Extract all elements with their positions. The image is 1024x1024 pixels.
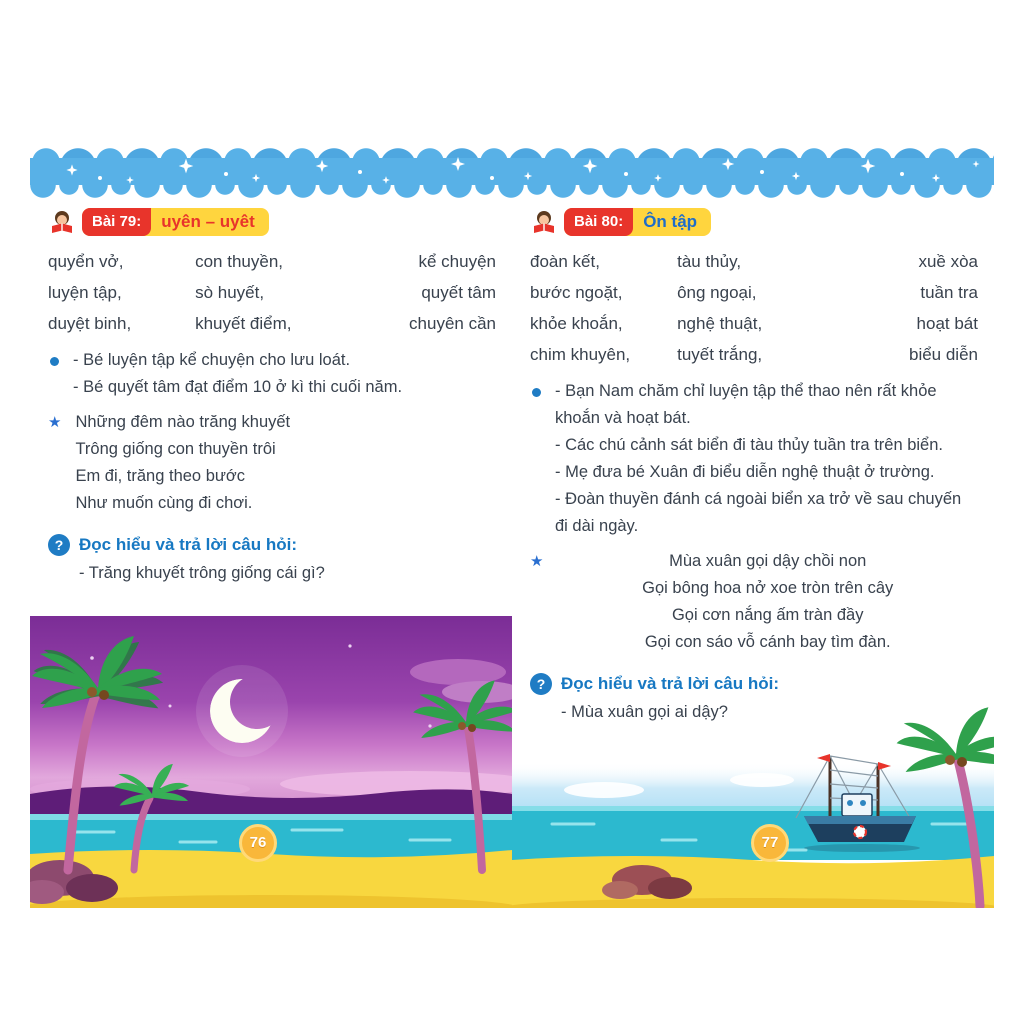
night-beach-illustration xyxy=(30,616,512,908)
word: tuần tra xyxy=(920,283,978,302)
lesson-title: uyên – uyêt xyxy=(161,212,255,231)
poem-line: Gọi bông hoa nở xoe tròn trên cây xyxy=(642,579,894,597)
day-beach-illustration xyxy=(512,698,994,908)
poem-line: Gọi cơn nắng ấm tràn đầy xyxy=(671,606,864,624)
lesson-banner xyxy=(564,208,711,236)
page-number-badge: 77 xyxy=(751,824,789,862)
sentence: - Bé luyện tập kể chuyện cho lưu loát. xyxy=(73,351,351,369)
question-heading: Đọc hiểu và trả lời câu hỏi: xyxy=(561,674,780,693)
word: đoàn kết, xyxy=(530,252,600,271)
word: bước ngoặt, xyxy=(530,283,623,302)
sentence: - Bé quyết tâm đạt điểm 10 ở kì thi cuối năm. xyxy=(73,378,403,396)
word-list xyxy=(48,246,496,339)
word: tàu thủy, xyxy=(677,252,742,271)
star-icon: ★ xyxy=(48,414,62,431)
reading-kid-icon xyxy=(530,208,558,236)
word: kể chuyện xyxy=(418,252,496,271)
word: quyết tâm xyxy=(421,283,496,302)
word: chuyên cần xyxy=(409,314,496,333)
page-number-badge: 76 xyxy=(239,824,277,862)
question-icon: ? xyxy=(530,673,552,695)
word: duyệt binh, xyxy=(48,314,132,333)
word: khỏe khoắn, xyxy=(530,314,623,333)
reading-kid-icon xyxy=(48,208,76,236)
star-icon: ★ xyxy=(530,553,544,570)
lesson-title: Ôn tập xyxy=(643,212,698,231)
lesson-header xyxy=(48,206,496,238)
question-text: - Mùa xuân gọi ai dậy? xyxy=(561,703,728,721)
word: ông ngoại, xyxy=(677,283,757,302)
sentence-section xyxy=(530,378,978,540)
bullet-dot-icon xyxy=(50,357,59,366)
lesson-banner xyxy=(82,208,269,236)
lesson-number-badge: Bài 79: xyxy=(82,208,151,236)
poem-line: Gọi con sáo vỗ cánh bay tìm đàn. xyxy=(644,633,891,651)
poem-line: Em đi, trăng theo bước xyxy=(75,467,245,485)
word: khuyết điểm, xyxy=(195,314,292,333)
sentence: - Đoàn thuyền đánh cá ngoài biển xa trở về sau chuyến đi dài ngày. xyxy=(555,490,962,535)
poem-section xyxy=(530,548,978,656)
sentence-section xyxy=(48,347,496,401)
sentence: - Các chú cảnh sát biển đi tàu thủy tuần tra trên biển. xyxy=(555,436,943,454)
question-text: - Trăng khuyết trông giống cái gì? xyxy=(79,564,325,582)
page-right-content xyxy=(512,198,994,726)
poem-section xyxy=(48,409,496,517)
question-section xyxy=(530,670,978,726)
stars-decoration xyxy=(30,148,994,198)
cloud-border xyxy=(30,148,994,198)
question-icon: ? xyxy=(48,534,70,556)
word: sò huyết, xyxy=(195,283,265,302)
page-right xyxy=(512,198,994,908)
sentence: - Mẹ đưa bé Xuân đi biểu diễn nghệ thuật ở trường. xyxy=(555,463,935,481)
word: quyển vở, xyxy=(48,252,124,271)
word: biểu diễn xyxy=(908,345,978,364)
poem-line: Những đêm nào trăng khuyết xyxy=(75,413,291,431)
question-section xyxy=(48,531,496,587)
word-list xyxy=(530,246,978,370)
two-page-spread xyxy=(30,148,994,908)
poem-line: Như muốn cùng đi chơi. xyxy=(75,494,253,512)
word: tuyết trắng, xyxy=(677,345,763,364)
lesson-number-badge: Bài 80: xyxy=(564,208,633,236)
page-left-content xyxy=(30,198,512,587)
word: hoạt bát xyxy=(916,314,978,333)
lesson-header xyxy=(530,206,978,238)
sentence: - Bạn Nam chăm chỉ luyện tập thể thao nên rất khỏe khoắn và hoạt bát. xyxy=(555,382,937,427)
poem-line: Trông giống con thuyền trôi xyxy=(75,440,276,458)
question-heading: Đọc hiểu và trả lời câu hỏi: xyxy=(79,535,298,554)
poem-line: Mùa xuân gọi dậy chồi non xyxy=(669,552,867,570)
word: luyện tập, xyxy=(48,283,122,302)
word: xuề xòa xyxy=(918,252,978,271)
word: con thuyền, xyxy=(195,252,283,271)
word: chim khuyên, xyxy=(530,345,631,364)
word: nghệ thuật, xyxy=(677,314,763,333)
bullet-dot-icon xyxy=(532,388,541,397)
page-left xyxy=(30,198,512,908)
